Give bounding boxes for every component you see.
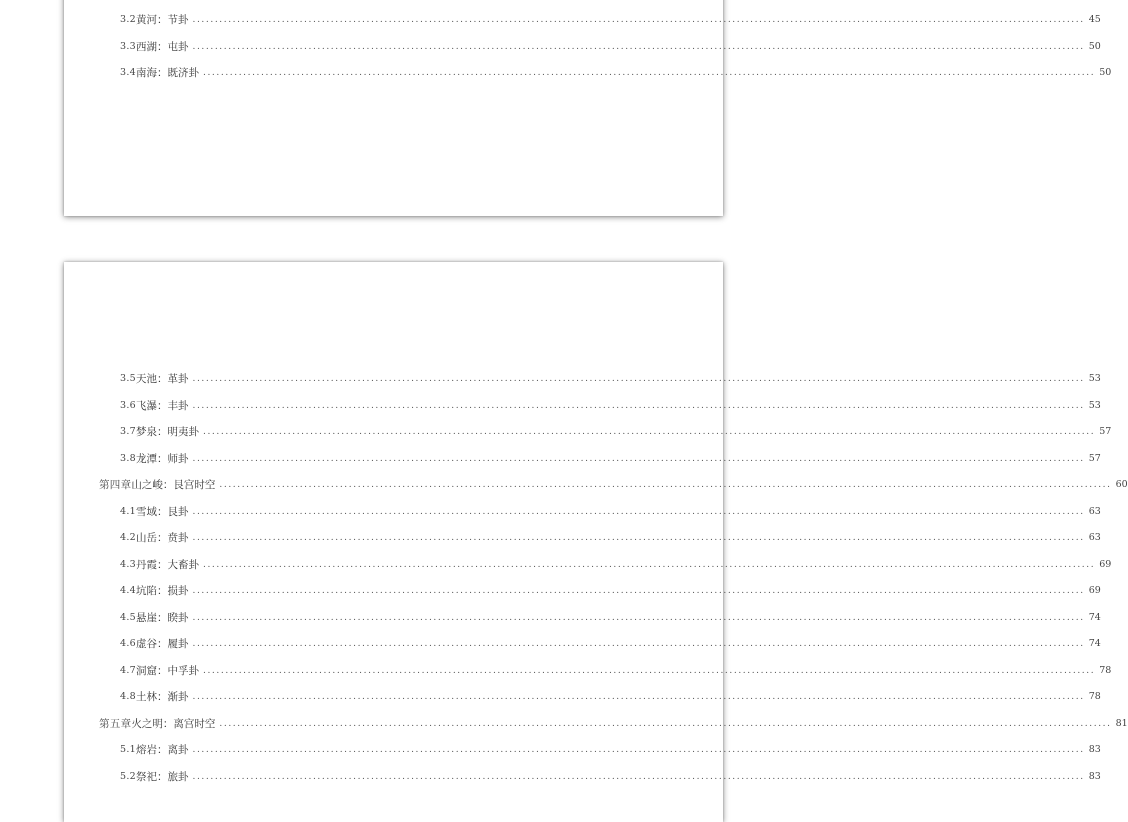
toc-dot-leader: ........................................................................................................................................................................................................ <box>192 454 1085 464</box>
toc-entry-title: 火之明：离宫时空 <box>131 718 216 730</box>
toc-section-number: 3.5 <box>120 373 137 384</box>
toc-entry-title: 土林：渐卦 <box>136 691 189 703</box>
toc-section-number: 3.3 <box>120 41 137 52</box>
toc-page-number: 57 <box>1099 426 1112 437</box>
document-page-2 <box>64 262 1128 822</box>
toc-section-entry[interactable] <box>64 65 1112 81</box>
toc-section-number: 5.1 <box>120 744 137 755</box>
toc-page-number: 81 <box>1115 718 1128 729</box>
toc-page-number: 50 <box>1099 67 1112 78</box>
toc-section-number: 3.2 <box>120 14 137 25</box>
toc-page-number: 63 <box>1088 506 1101 517</box>
toc-section-entry[interactable] <box>64 39 1101 55</box>
toc-entry-title: 天池：革卦 <box>136 373 189 385</box>
toc-entry-title: 西湖：屯卦 <box>136 41 189 53</box>
toc-entry-title: 虚谷：履卦 <box>136 638 189 650</box>
toc-section-entry[interactable] <box>64 689 1101 705</box>
toc-section-entry[interactable] <box>64 636 1101 652</box>
toc-dot-leader: ........................................................................................................................................................................................................ <box>219 480 1112 490</box>
toc-page-number: 53 <box>1088 400 1101 411</box>
toc-dot-leader: ........................................................................................................................................................................................................ <box>192 586 1085 596</box>
toc-entry-title: 山岳：贲卦 <box>136 532 189 544</box>
toc-page-number: 74 <box>1088 612 1101 623</box>
toc-entry-title: 南海：既济卦 <box>136 67 200 79</box>
toc-dot-leader: ........................................................................................................................................................................................................ <box>192 374 1085 384</box>
toc-entry-title <box>136 0 189 2</box>
toc-section-entry[interactable] <box>64 398 1101 414</box>
toc-section-entry[interactable] <box>64 12 1101 28</box>
toc-entry-title: 雪域：艮卦 <box>136 506 189 518</box>
toc-entry-title: 龙潭：师卦 <box>136 453 189 465</box>
toc-section-number: 4.8 <box>120 691 137 702</box>
toc-entry-title: 悬崖：睽卦 <box>136 612 189 624</box>
toc-chapter-entry[interactable] <box>64 477 1128 493</box>
toc-section-entry[interactable] <box>64 663 1112 679</box>
toc-page-number: 78 <box>1099 665 1112 676</box>
toc-section-number: 4.4 <box>120 585 137 596</box>
toc-dot-leader: ........................................................................................................................................................................................................ <box>192 772 1085 782</box>
toc-section-entry[interactable] <box>64 424 1112 440</box>
toc-page-number: 45 <box>1088 14 1101 25</box>
toc-page-number: 83 <box>1088 744 1101 755</box>
toc-section-number: 3.8 <box>120 453 137 464</box>
toc-section-entry[interactable] <box>64 530 1101 546</box>
toc-section-entry[interactable] <box>64 371 1101 387</box>
toc-dot-leader: ........................................................................................................................................................................................................ <box>192 507 1085 517</box>
toc-dot-leader: ........................................................................................................................................................................................................ <box>203 68 1096 78</box>
toc-section-entry[interactable] <box>64 557 1112 573</box>
toc-page-number: 83 <box>1088 771 1101 782</box>
toc-entry-title: 黄河：节卦 <box>136 14 189 26</box>
toc-dot-leader: ........................................................................................................................................................................................................ <box>192 42 1085 52</box>
toc-dot-leader: ........................................................................................................................................................................................................ <box>203 560 1096 570</box>
toc-page-number <box>1089 0 1101 2</box>
toc-dot-leader <box>193 0 1085 2</box>
toc-page-number: 57 <box>1088 453 1101 464</box>
toc-page-number: 69 <box>1099 559 1112 570</box>
toc-page-number: 78 <box>1088 691 1101 702</box>
toc-section-number: 3.7 <box>120 426 137 437</box>
toc-chapter-number: 第五章 <box>99 718 132 730</box>
toc-chapter-number: 第四章 <box>99 479 132 491</box>
toc-page-number: 69 <box>1088 585 1101 596</box>
toc-section-number: 4.7 <box>120 665 137 676</box>
toc-page-number: 74 <box>1088 638 1101 649</box>
toc-chapter-entry[interactable] <box>64 716 1128 732</box>
toc-section-entry[interactable] <box>64 769 1101 785</box>
toc-page-number: 60 <box>1115 479 1128 490</box>
toc-section-entry[interactable] <box>64 610 1101 626</box>
toc-section-entry[interactable] <box>64 504 1101 520</box>
toc-entry-title: 山之峻：艮宫时空 <box>131 479 216 491</box>
toc-entry-title: 梦泉：明夷卦 <box>136 426 200 438</box>
document-page-1 <box>64 0 1112 216</box>
toc-dot-leader: ........................................................................................................................................................................................................ <box>203 427 1096 437</box>
toc-section-number: 4.5 <box>120 612 137 623</box>
toc-page-number: 50 <box>1088 41 1101 52</box>
toc-dot-leader: ........................................................................................................................................................................................................ <box>203 666 1096 676</box>
toc-dot-leader: ........................................................................................................................................................................................................ <box>192 745 1085 755</box>
toc-section-number: 4.2 <box>120 532 137 543</box>
toc-entry-title: 祭祀：旅卦 <box>136 771 189 783</box>
toc-entry-title: 飞瀑：丰卦 <box>136 400 189 412</box>
toc-entry-title: 洞窟：中孚卦 <box>136 665 200 677</box>
toc-dot-leader: ........................................................................................................................................................................................................ <box>219 719 1112 729</box>
toc-section-entry[interactable] <box>64 451 1101 467</box>
toc-section-number: 4.6 <box>120 638 137 649</box>
toc-section-number: 4.3 <box>120 559 137 570</box>
toc-section-number: 3.6 <box>120 400 137 411</box>
toc-section-number: 4.1 <box>120 506 137 517</box>
toc-page-number: 53 <box>1088 373 1101 384</box>
toc-entry-title: 熔岩：离卦 <box>136 744 189 756</box>
toc-dot-leader: ........................................................................................................................................................................................................ <box>192 613 1085 623</box>
toc-entry-title: 坑陷：损卦 <box>136 585 189 597</box>
toc-section-entry[interactable] <box>64 0 723 2</box>
toc-section-number: 5.2 <box>120 771 137 782</box>
toc-dot-leader: ........................................................................................................................................................................................................ <box>192 639 1085 649</box>
toc-section-number <box>120 0 136 2</box>
toc-entry-title: 丹霞：大畜卦 <box>136 559 200 571</box>
toc-section-entry[interactable] <box>64 742 1101 758</box>
toc-section-number: 3.4 <box>120 67 137 78</box>
toc-dot-leader: ........................................................................................................................................................................................................ <box>192 692 1085 702</box>
toc-section-entry[interactable] <box>64 583 1101 599</box>
toc-dot-leader: ........................................................................................................................................................................................................ <box>192 401 1085 411</box>
toc-page-number: 63 <box>1088 532 1101 543</box>
toc-dot-leader: ........................................................................................................................................................................................................ <box>192 15 1085 25</box>
toc-dot-leader: ........................................................................................................................................................................................................ <box>192 533 1085 543</box>
